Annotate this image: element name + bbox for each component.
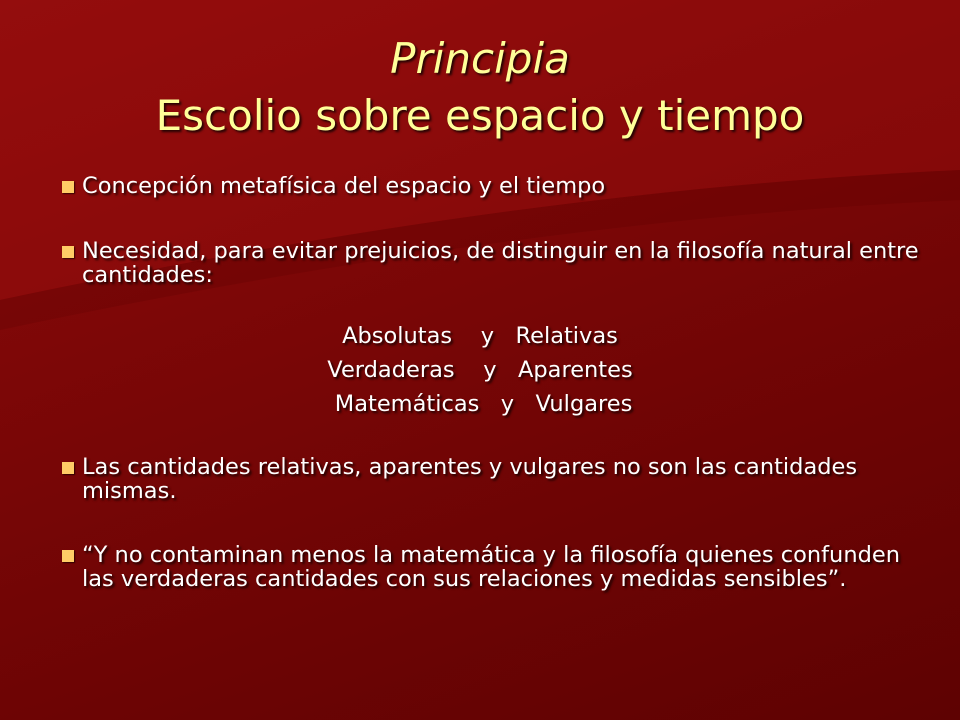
pair-absolutas-relativas: Absolutas y Relativas: [342, 323, 618, 349]
bullet-marker-1: [62, 181, 74, 193]
bullet-text-4: “Y no contaminan menos la matemática y la filosofía quienes confunden las verdaderas cantidades con sus relaciones y medidas sensibles”.: [82, 542, 900, 592]
bullet-text-3: Las cantidades relativas, aparentes y vulgares no son las cantidades mismas.: [82, 454, 858, 504]
bullet-marker-2: [62, 246, 74, 258]
bullet-marker-3: [62, 462, 74, 474]
title-line-1: Principia: [390, 34, 570, 83]
bullet-text-2: Necesidad, para evitar prejuicios, de distinguir en la filosofía natural entre cantidades:: [82, 238, 919, 288]
bullet-marker-4: [62, 550, 74, 562]
bullet-text-1: Concepción metafísica del espacio y el tiempo: [82, 173, 606, 199]
title-line-2: Escolio sobre espacio y tiempo: [155, 91, 805, 140]
pair-matematicas-vulgares: Matemáticas y Vulgares: [327, 391, 633, 417]
pair-verdaderas-aparentes: Verdaderas y Aparentes: [327, 357, 633, 383]
